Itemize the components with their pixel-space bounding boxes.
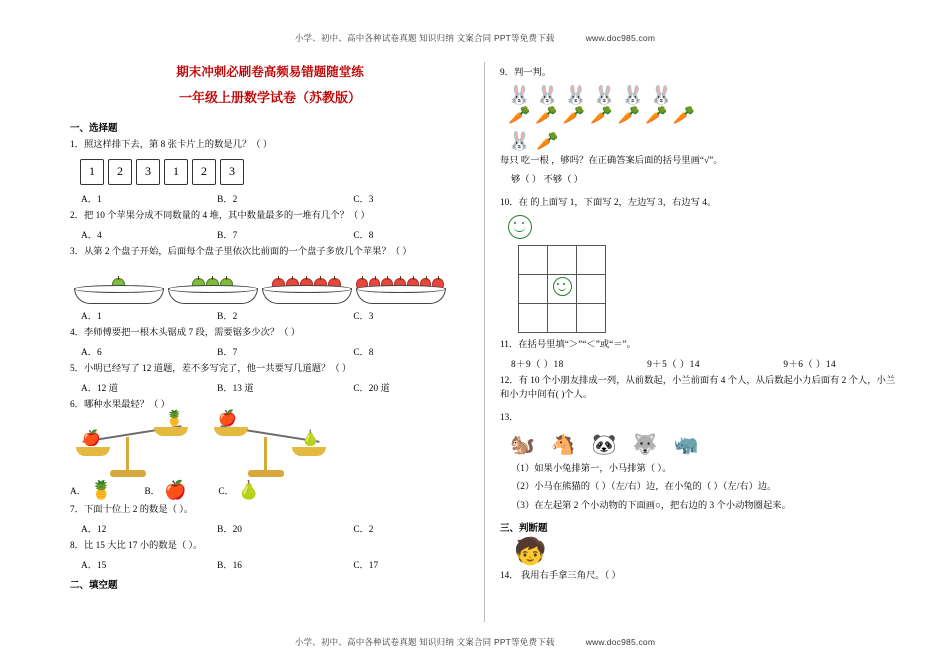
panda-icon: 🐼 — [591, 433, 617, 456]
dish-icon — [356, 288, 446, 304]
table-row — [519, 245, 606, 274]
carrot-icon: 🥕 — [508, 104, 531, 125]
question-7: 7．下面十位上 2 的数是（ ）。 — [70, 504, 194, 515]
option-b: B．7 — [217, 347, 238, 358]
option-a: A．1 — [81, 311, 102, 322]
question-4: 4．李师傅要把一根木头锯成 7 段，需要锯多少次？（ ） — [70, 327, 301, 338]
question-6: 6．哪种水果最轻？（ ） — [70, 399, 170, 410]
question-10 — [500, 197, 900, 211]
pan-right — [154, 427, 188, 436]
smiley-face-icon — [508, 215, 532, 239]
balance-scale-1 — [76, 410, 188, 477]
dish-icon — [168, 288, 258, 304]
scale-stand — [126, 437, 129, 471]
page-title-line1: 期末冲刺必刷卷高频易错题随堂练 — [176, 65, 364, 79]
answer-c — [218, 481, 260, 499]
carrot-icon: 🥕 — [562, 104, 586, 125]
q9-carrot-row — [508, 106, 900, 124]
q9-rabbit-row — [508, 86, 900, 104]
q1-card-row — [80, 159, 470, 185]
wolf-icon: 🐺 — [632, 433, 658, 456]
scale-base — [248, 470, 284, 477]
q3-plates — [74, 266, 470, 304]
carrot-icon: 🥕 — [590, 104, 613, 125]
carrot-icon: 🥕 — [672, 104, 695, 125]
q6-answers — [70, 481, 470, 499]
question-12: 12．有 10 个小朋友排成一列，从前数起，小兰前面有 4 个人，从后数起小力后面有 2 个人，小兰和小力中间有( )个人。 — [500, 375, 896, 400]
rabbit-icon: 🐰 — [508, 84, 531, 105]
pear-icon: 🍐 — [301, 430, 320, 447]
q4-options — [81, 344, 470, 358]
pineapple-icon: 🍍 — [90, 479, 113, 500]
question-13: 13． — [500, 412, 519, 423]
grid-cell-center[interactable] — [548, 274, 577, 303]
option-b: B．2 — [217, 194, 238, 205]
content-columns — [0, 62, 950, 622]
footer-text: 小学、初中、高中各种试卷真题 知识归纳 文案合同 PPT等免费下载 — [294, 637, 555, 647]
option-a: A．6 — [81, 347, 102, 358]
card: 3 — [136, 159, 160, 185]
page-footer — [0, 636, 950, 648]
option-c: C．2 — [353, 524, 374, 535]
right-column — [500, 62, 900, 586]
q5-options — [81, 380, 470, 394]
header-url: www.doc985.com — [585, 33, 656, 43]
carrot-icon: 🥕 — [645, 104, 668, 125]
option-b: B．2 — [217, 311, 238, 322]
q6-balance-scales — [76, 410, 470, 477]
question-2: 2．把 10 个苹果分成不同数量的 4 堆，其中数量最多的一堆有几个？（ ） — [70, 210, 370, 221]
q13-animal-row — [510, 432, 900, 457]
dish-icon — [74, 288, 164, 304]
grid-cell[interactable] — [519, 303, 548, 332]
horse-icon: 🐴 — [550, 433, 576, 456]
q9-sample-pair — [508, 132, 900, 150]
pan-left — [76, 447, 110, 456]
q10-text: 10．在 的上面写 1，下面写 2，左边写 3，右边写 4。 — [500, 197, 717, 208]
card: 1 — [164, 159, 188, 185]
answer-b-label: B． — [144, 486, 160, 497]
question-11: 11．在括号里填“＞”“＜”或“＝”。 — [500, 339, 636, 350]
rabbit-icon: 🐰 — [650, 84, 673, 105]
q9-sentence: 每只 吃一根 ，够吗？在正确答案后面的括号里画“√”。 — [500, 155, 723, 166]
squirrel-icon: 🐿️ — [510, 433, 535, 456]
q14-illustration — [514, 539, 900, 565]
q3-options — [81, 308, 470, 322]
option-c: C．20 道 — [353, 383, 390, 394]
header-text: 小学、初中、高中各种试卷真题 知识归纳 文案合同 PPT等免费下载 — [294, 33, 555, 43]
scale-base — [110, 470, 146, 477]
pan-left — [214, 427, 248, 436]
card: 2 — [192, 159, 216, 185]
card: 1 — [80, 159, 104, 185]
rabbit-icon: 🐰 — [564, 84, 588, 105]
grid-cell[interactable] — [577, 274, 606, 303]
answer-c-label: C． — [218, 486, 234, 497]
expression-2: 9＋5（ ）14 — [647, 359, 700, 370]
scale-stand — [264, 437, 267, 471]
option-a: A．12 道 — [81, 383, 118, 394]
q10-smile-sample — [508, 215, 900, 239]
q13-sub-2: （2）小马在熊猫的（ ）（左/右）边，在小兔的（ ）（左/右）边。 — [511, 482, 777, 493]
plate-2 — [168, 266, 256, 304]
option-a: A．4 — [81, 230, 102, 241]
q1-options — [81, 191, 470, 205]
q11-expressions — [511, 356, 900, 370]
option-a: A．15 — [81, 560, 107, 571]
boy-with-triangle-ruler-icon: 🧒 — [514, 537, 547, 567]
left-column — [70, 62, 470, 596]
option-a: A．12 — [81, 524, 107, 535]
grid-cell[interactable] — [577, 303, 606, 332]
option-c: C．8 — [353, 347, 374, 358]
section-fill: 二、填空题 — [70, 579, 118, 591]
table-row — [519, 303, 606, 332]
q10-grid — [518, 245, 606, 333]
option-b: B．13 道 — [217, 383, 254, 394]
answer-b — [144, 481, 186, 499]
section-judge: 三、判断题 — [500, 523, 548, 535]
question-5: 5．小明已经写了 12 道题，差不多写完了，他一共要写几道题？（ ） — [70, 363, 352, 374]
grid-cell[interactable] — [577, 245, 606, 274]
smiley-face-icon — [553, 277, 572, 296]
carrot-icon: 🥕 — [535, 104, 558, 125]
page-header — [0, 32, 950, 44]
plate-3 — [262, 266, 350, 304]
question-8: 8．比 15 大比 17 小的数是（ ）。 — [70, 540, 203, 551]
question-3: 3．从第 2 个盘子开始，后面每个盘子里依次比前面的一个盘子多放几个苹果？（ ） — [70, 246, 412, 257]
section-choice: 一、选择题 — [70, 123, 118, 134]
page-title-line2: 一年级上册数学试卷（苏教版） — [178, 90, 361, 105]
apple-icon: 🍎 — [163, 479, 187, 500]
question-1: 1．照这样排下去，第 8 张卡片上的数是几？（ ） — [70, 140, 273, 150]
balance-scale-2 — [214, 410, 326, 477]
carrot-icon: 🥕 — [617, 104, 641, 125]
q13-sub-3: （3）在左起第 2 个小动物的下面画○，把右边的 3 个小动物圈起来。 — [511, 501, 791, 512]
rhino-icon: 🦏 — [673, 433, 699, 456]
plate-4 — [356, 266, 444, 304]
option-a: A．1 — [81, 194, 102, 205]
table-row — [519, 274, 606, 303]
rabbit-icon: 🐰 — [621, 84, 645, 105]
dish-icon — [262, 288, 352, 304]
option-b: B．16 — [217, 560, 242, 571]
q7-options — [81, 521, 470, 535]
pan-right — [292, 447, 326, 456]
grid-cell[interactable] — [519, 274, 548, 303]
option-c: C．3 — [353, 311, 374, 322]
rabbit-icon: 🐰 — [536, 84, 559, 105]
apple-icon: 🍎 — [82, 430, 101, 447]
plate-1 — [74, 266, 162, 304]
pear-icon: 🍐 — [237, 479, 261, 500]
grid-cell[interactable] — [548, 303, 577, 332]
apple-icon: 🍎 — [218, 410, 237, 427]
card: 2 — [108, 159, 132, 185]
rabbit-icon: 🐰 — [508, 130, 531, 151]
carrot-icon: 🥕 — [536, 130, 559, 151]
rabbit-icon: 🐰 — [593, 84, 616, 105]
grid-cell[interactable] — [519, 245, 548, 274]
expression-3: 9＋6（ ）14 — [783, 359, 837, 370]
q2-options — [81, 227, 470, 241]
card: 3 — [220, 159, 244, 185]
option-b: B．20 — [217, 524, 242, 535]
option-c: C．3 — [353, 194, 374, 205]
option-b: B．7 — [217, 230, 238, 241]
footer-url: www.doc985.com — [585, 637, 656, 647]
pineapple-icon: 🍍 — [165, 410, 184, 427]
q13-sub-1: （1）如果小兔排第一，小马排第（ ）。 — [511, 463, 672, 474]
q9-answers: 够（ ） 不够（ ） — [511, 174, 584, 185]
question-14: 14． 我用右手拿三角尺。（ ） — [500, 571, 621, 582]
q8-options — [81, 557, 470, 571]
option-c: C．8 — [353, 230, 374, 241]
grid-cell[interactable] — [548, 245, 577, 274]
option-c: C．17 — [353, 560, 379, 571]
answer-a-label: A． — [70, 486, 87, 497]
question-9: 9．判一判。 — [500, 68, 552, 78]
answer-a — [70, 481, 112, 499]
expression-1: 8＋9（ ）18 — [511, 359, 564, 370]
